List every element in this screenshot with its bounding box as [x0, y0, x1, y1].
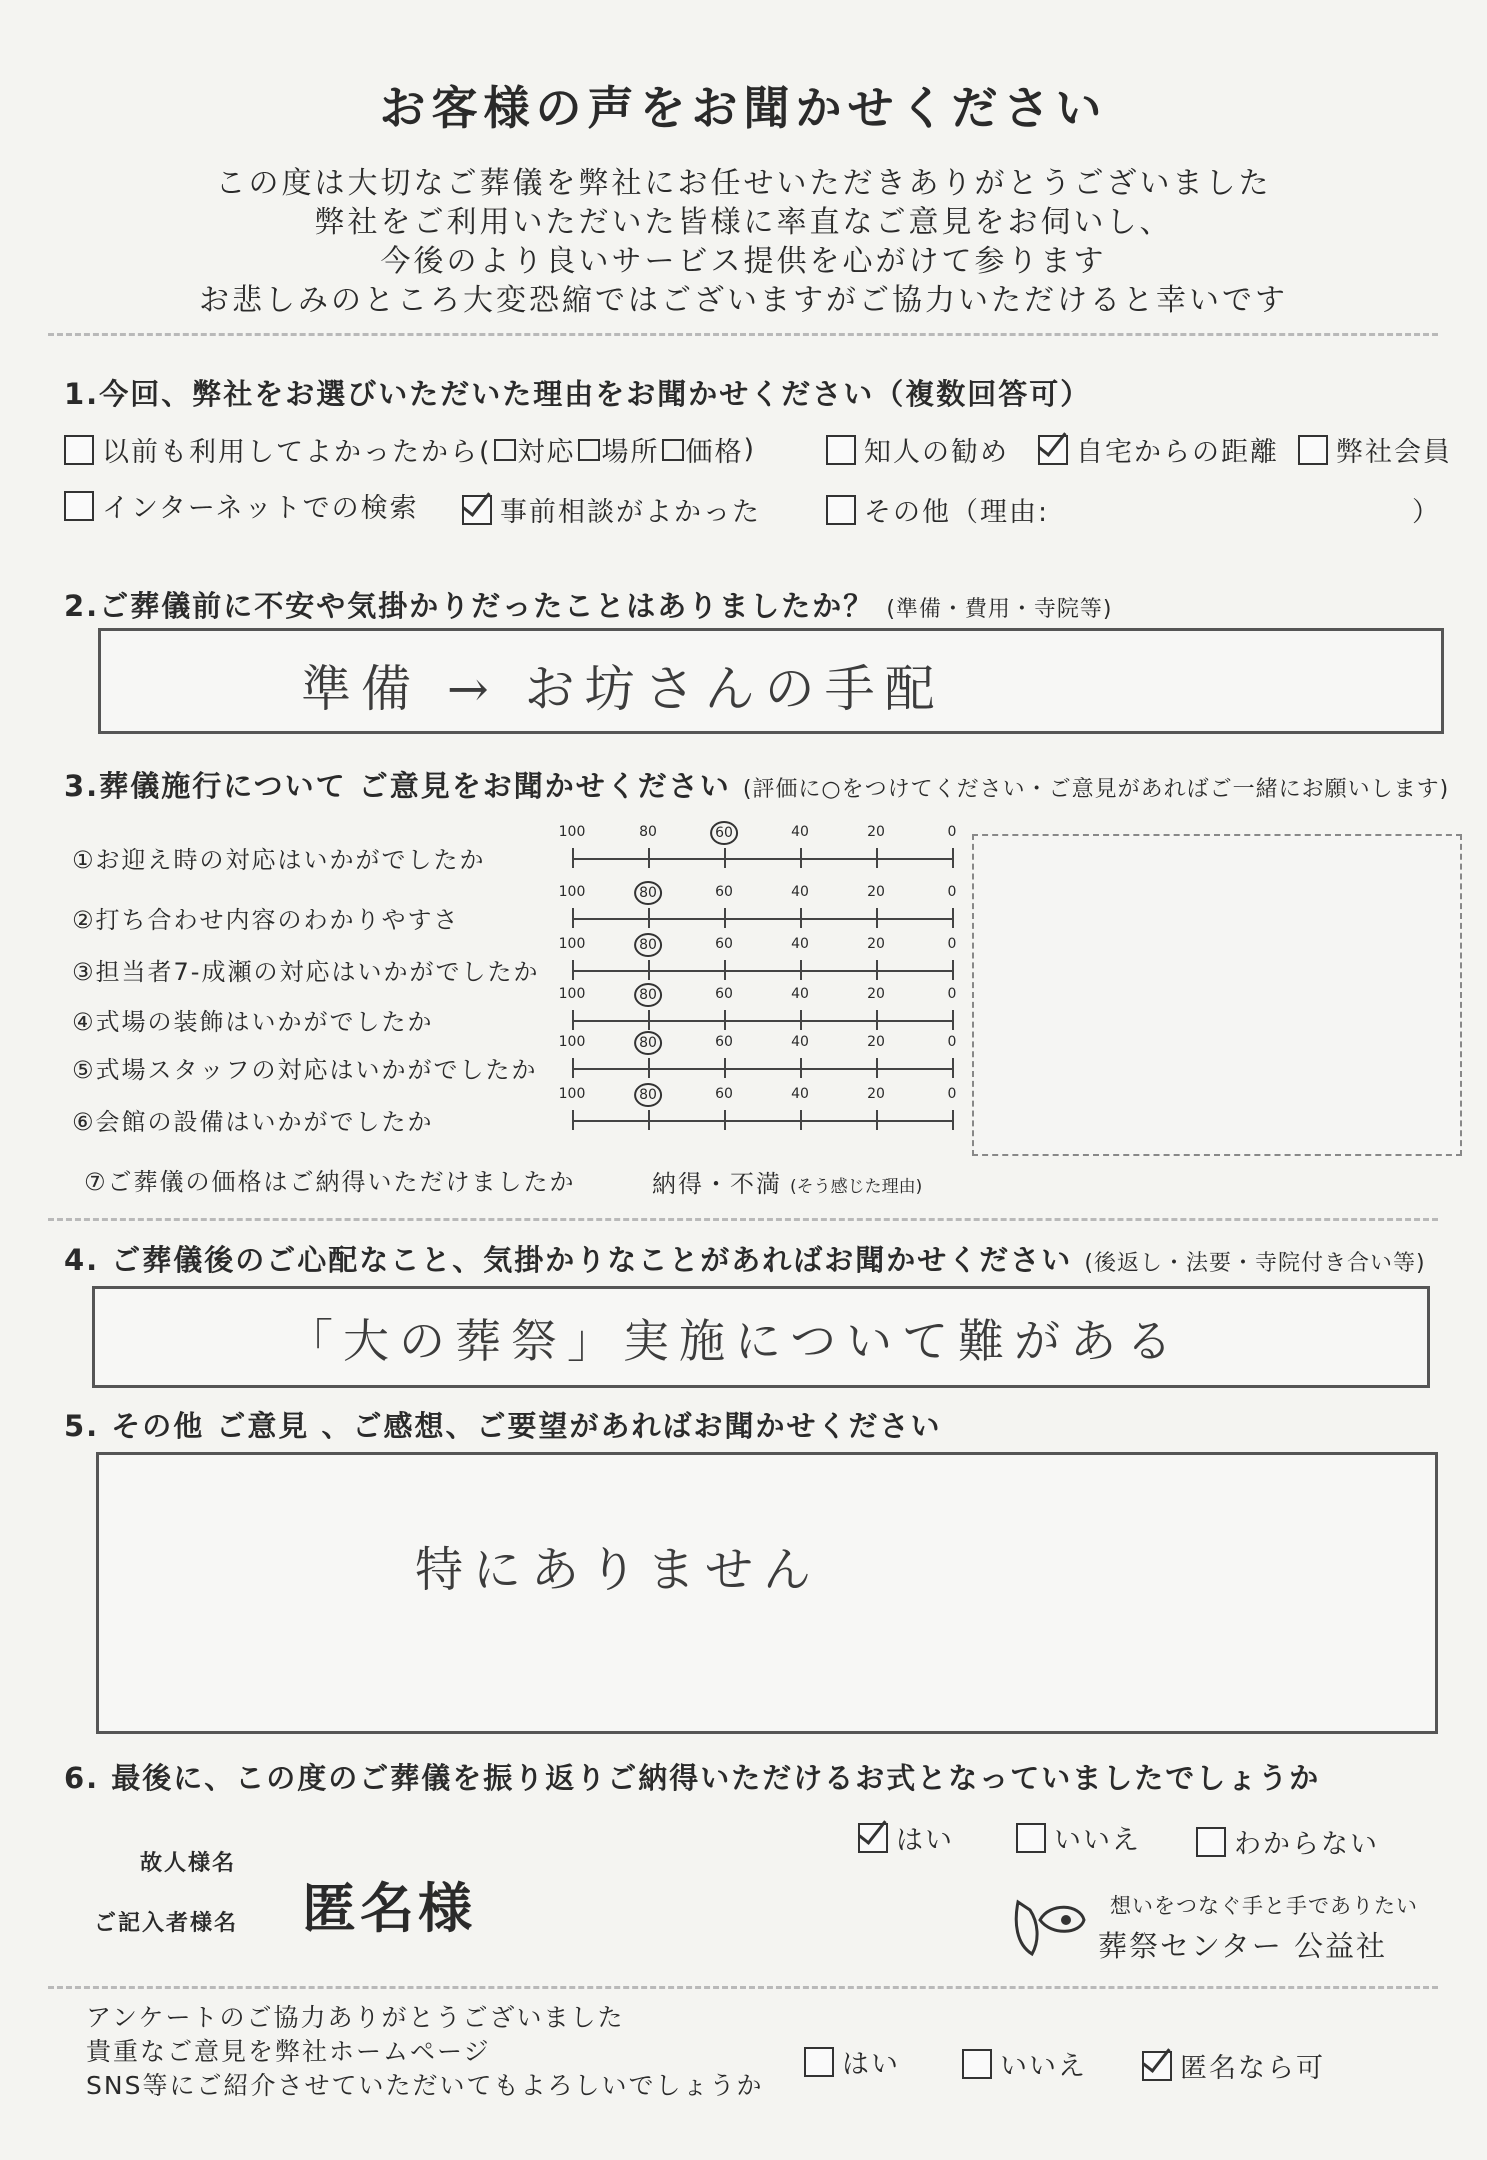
q6-yes-checkbox[interactable] [858, 1823, 888, 1853]
scale-tick [876, 848, 878, 868]
footer-yes-checkbox[interactable] [804, 2047, 834, 2077]
q6-title: 6. 最後に、この度のご葬儀を振り返りご納得いただけるお式となっていましたでしょうか [64, 1761, 1321, 1795]
q6-option-yes[interactable] [858, 1818, 954, 1857]
scale-value[interactable]: 60 [715, 884, 733, 900]
q2-answer-box[interactable] [98, 628, 1444, 734]
scale-tick [648, 848, 650, 868]
scale-tick [724, 908, 726, 928]
scale-tick [876, 1110, 878, 1130]
scale-value[interactable]: 100 [558, 986, 586, 1002]
scale-value[interactable]: 0 [947, 884, 957, 900]
scale-value[interactable]: 20 [867, 1086, 885, 1102]
intro-line-3: 今後のより良いサービス提供を心がけて参ります [380, 244, 1107, 279]
q1-option-consult[interactable] [462, 490, 761, 529]
q3-title [64, 764, 1449, 805]
scale-value[interactable]: 20 [867, 824, 885, 840]
q1-option-distance[interactable] [1038, 430, 1279, 469]
q5-title: 5. その他 ご意見 、ご感想、ご要望があればお聞かせください [64, 1409, 942, 1443]
q2-title [64, 584, 1112, 625]
q6-no-label: いいえ [1054, 1825, 1141, 1856]
q1-distance-checkbox[interactable] [1038, 435, 1068, 465]
divider [48, 1986, 1438, 1989]
scale-value-selected[interactable]: 80 [634, 1031, 662, 1055]
footer-line-2: 貴重なご意見を弊社ホームページ [86, 2037, 491, 2066]
scale-value-selected[interactable]: 80 [634, 881, 662, 905]
q1-option-member[interactable] [1298, 430, 1452, 469]
writer-label: ご記入者様名 [94, 1911, 239, 1936]
scale-value[interactable]: 40 [791, 824, 809, 840]
q3-price-note: (そう感じた理由) [790, 1177, 923, 1197]
q3-price-label: ⑦ご葬儀の価格はご納得いただけましたか [84, 1168, 576, 1196]
scale-tick [800, 908, 802, 928]
scale-tick [572, 960, 574, 980]
writer-name: 匿名様 [302, 1876, 476, 1940]
scale-value[interactable]: 20 [867, 986, 885, 1002]
scale-value[interactable]: 100 [558, 1086, 586, 1102]
q1-option-acquaintance[interactable] [826, 430, 1009, 469]
q1-taiou-label: 対応 [517, 437, 576, 468]
scale-value[interactable]: 0 [947, 1034, 957, 1050]
scale-tick [952, 1010, 954, 1030]
q6-yes-label: はい [896, 1825, 954, 1856]
scale-tick [952, 848, 954, 868]
scale-tick [648, 908, 650, 928]
footer-no-label: いいえ [1000, 2051, 1087, 2082]
scale-value[interactable]: 40 [791, 1034, 809, 1050]
q1-member-label: 弊社会員 [1336, 437, 1452, 468]
scale-value[interactable]: 0 [947, 824, 957, 840]
q1-option-other[interactable] [826, 490, 1049, 529]
q3-rating-scale[interactable] [558, 884, 957, 940]
q1-distance-label: 自宅からの距離 [1076, 437, 1279, 468]
q1-previous-checkbox[interactable] [64, 435, 94, 465]
scale-value[interactable]: 20 [867, 1034, 885, 1050]
q1-kakaku-label: 価格 [685, 437, 744, 468]
q3-note: (評価に○をつけてください・ご意見があればご一緒にお願いします) [742, 777, 1450, 802]
q1-previous-label: 以前も利用してよかったから( [102, 437, 492, 468]
scale-value[interactable]: 100 [558, 824, 586, 840]
scale-value[interactable]: 20 [867, 936, 885, 952]
scale-tick [724, 1058, 726, 1078]
q1-acquaintance-checkbox[interactable] [826, 435, 856, 465]
scale-tick [724, 1010, 726, 1030]
q2-answer: 準備 → お坊さんの手配 [301, 660, 945, 718]
scale-tick [724, 960, 726, 980]
footer-yes-label: はい [842, 2049, 900, 2080]
footer-option-anon[interactable] [1142, 2046, 1325, 2085]
scale-value-selected[interactable]: 80 [634, 983, 662, 1007]
footer-line-3: SNS等にご紹介させていただいてもよろしいでしょうか [86, 2071, 764, 2100]
q3-item-label: ③担当者7-成瀬の対応はいかがでしたか [72, 958, 540, 986]
scale-tick [800, 960, 802, 980]
scale-line [572, 970, 952, 972]
intro-line-2: 弊社をご利用いただいた皆様に率直なご意見をお伺いし、 [314, 205, 1173, 240]
q6-option-unknown[interactable] [1196, 1822, 1379, 1861]
scale-value[interactable]: 80 [639, 824, 657, 840]
q2-note: (準備・費用・寺院等) [886, 597, 1113, 622]
scale-value[interactable]: 100 [558, 1034, 586, 1050]
scale-value[interactable]: 40 [791, 884, 809, 900]
q4-title-text: 4. ご葬儀後のご心配なこと、気掛かりなことがあればお聞かせください [64, 1243, 1073, 1277]
footer-no-checkbox[interactable] [962, 2049, 992, 2079]
scale-value[interactable]: 0 [947, 936, 957, 952]
q1-internet-checkbox[interactable] [64, 491, 94, 521]
footer-option-yes[interactable] [804, 2042, 900, 2081]
q1-basho-label: 場所 [601, 437, 660, 468]
q1-other-checkbox[interactable] [826, 495, 856, 525]
scale-value[interactable]: 60 [715, 936, 733, 952]
q5-answer: 特にありません [415, 1542, 822, 1598]
divider [48, 333, 1438, 336]
scale-line [572, 858, 952, 860]
scale-tick [724, 848, 726, 868]
q3-item-label: ①お迎え時の対応はいかがでしたか [72, 846, 486, 874]
q1-option-internet[interactable] [64, 486, 419, 525]
scale-tick [952, 960, 954, 980]
q1-acquaintance-label: 知人の勧め [864, 437, 1009, 468]
scale-tick [648, 960, 650, 980]
scale-tick [800, 1010, 802, 1030]
q6-unknown-label: わからない [1234, 1829, 1379, 1860]
q3-title-text: 3.葬儀施行について ご意見をお聞かせください [64, 769, 731, 803]
q1-basho-checkbox[interactable] [578, 439, 600, 461]
scale-value[interactable]: 0 [947, 1086, 957, 1102]
company-name: 葬祭センター 公益社 [1098, 1929, 1388, 1963]
scale-tick [876, 960, 878, 980]
scale-line [572, 1068, 952, 1070]
scale-tick [952, 1110, 954, 1130]
scale-value[interactable]: 100 [558, 936, 586, 952]
scale-tick [572, 908, 574, 928]
deceased-label: 故人様名 [140, 1851, 237, 1876]
q3-item-label: ⑤式場スタッフの対応はいかがでしたか [72, 1056, 538, 1084]
scale-tick [876, 1010, 878, 1030]
scale-line [572, 1120, 952, 1122]
q4-note: (後返し・法要・寺院付き合い等) [1084, 1251, 1426, 1276]
scale-value-selected[interactable]: 60 [710, 821, 738, 845]
footer-option-no[interactable] [962, 2044, 1087, 2083]
q3-rating-scale[interactable] [558, 1034, 957, 1090]
q3-item-label: ④式場の装飾はいかがでしたか [72, 1008, 434, 1036]
scale-tick [648, 1110, 650, 1130]
scale-value[interactable]: 60 [715, 1034, 733, 1050]
intro-line-1: この度は大切なご葬儀を弊社にお任せいただきありがとうございました [215, 166, 1272, 201]
q6-no-checkbox[interactable] [1016, 1823, 1046, 1853]
q1-kakaku-checkbox[interactable] [662, 439, 684, 461]
scale-tick [648, 1058, 650, 1078]
q1-member-checkbox[interactable] [1298, 435, 1328, 465]
company-slogan: 想いをつなぐ手と手でありたい [1110, 1894, 1418, 1918]
scale-tick [800, 848, 802, 868]
scale-tick [876, 908, 878, 928]
q6-unknown-checkbox[interactable] [1196, 1827, 1226, 1857]
scale-value-selected[interactable]: 80 [634, 1083, 662, 1107]
q1-option-previous[interactable] [64, 430, 756, 469]
q1-other-label: その他（理由: [864, 497, 1050, 528]
q4-answer: 「大の葬祭」実施について難がある [287, 1314, 1183, 1368]
scale-value-selected[interactable]: 80 [634, 933, 662, 957]
q1-internet-label: インターネットでの検索 [102, 493, 419, 524]
scale-tick [952, 1058, 954, 1078]
scale-value[interactable]: 40 [791, 986, 809, 1002]
q6-option-no[interactable] [1016, 1818, 1141, 1857]
scale-tick [724, 1110, 726, 1130]
scale-tick [800, 1110, 802, 1130]
q1-other-close: ） [1412, 497, 1441, 528]
scale-value[interactable]: 60 [715, 1086, 733, 1102]
scale-value[interactable]: 100 [558, 884, 586, 900]
q3-rating-scale[interactable] [558, 824, 957, 880]
scale-value[interactable]: 40 [791, 936, 809, 952]
page-title: お客様の声をお聞かせください [379, 81, 1108, 135]
q1-consult-label: 事前相談がよかった [500, 497, 761, 528]
company-logo-icon [1010, 1892, 1090, 1962]
scale-value[interactable]: 20 [867, 884, 885, 900]
q4-title [64, 1238, 1426, 1279]
q1-consult-checkbox[interactable] [462, 495, 492, 525]
intro-line-4: お悲しみのところ大変恐縮ではございますがご協力いただけると幸いです [199, 283, 1288, 318]
q3-item-label: ⑥会館の設備はいかがでしたか [72, 1108, 434, 1136]
scale-tick [876, 1058, 878, 1078]
q1-title: 1.今回、弊社をお選びいただいた理由をお聞かせください（複数回答可） [64, 377, 1092, 411]
q5-answer-box[interactable] [96, 1452, 1438, 1734]
scale-tick [952, 908, 954, 928]
q1-taiou-checkbox[interactable] [494, 439, 516, 461]
footer-anon-label: 匿名なら可 [1180, 2053, 1325, 2084]
scale-tick [648, 1010, 650, 1030]
scale-value[interactable]: 40 [791, 1086, 809, 1102]
q3-comment-box[interactable] [972, 834, 1462, 1156]
q3-item-label: ②打ち合わせ内容のわかりやすさ [72, 906, 460, 934]
scale-line [572, 1020, 952, 1022]
q3-price-options[interactable]: 納得・不満 [652, 1170, 782, 1198]
footer-line-1: アンケートのご協力ありがとうございました [86, 2003, 625, 2032]
footer-anon-checkbox[interactable] [1142, 2051, 1172, 2081]
scale-tick [572, 1010, 574, 1030]
scale-tick [572, 1110, 574, 1130]
q3-rating-scale[interactable] [558, 936, 957, 992]
scale-line [572, 918, 952, 920]
scale-tick [572, 1058, 574, 1078]
scale-value[interactable]: 0 [947, 986, 957, 1002]
q3-rating-scale[interactable] [558, 1086, 957, 1142]
scale-value[interactable]: 60 [715, 986, 733, 1002]
divider [48, 1218, 1438, 1221]
q2-title-text: 2.ご葬儀前に不安や気掛かりだったことはありましたか？ [64, 589, 875, 623]
q1-previous-close: ) [743, 434, 757, 465]
scale-tick [800, 1058, 802, 1078]
scale-tick [572, 848, 574, 868]
q4-answer-box[interactable] [92, 1286, 1430, 1388]
